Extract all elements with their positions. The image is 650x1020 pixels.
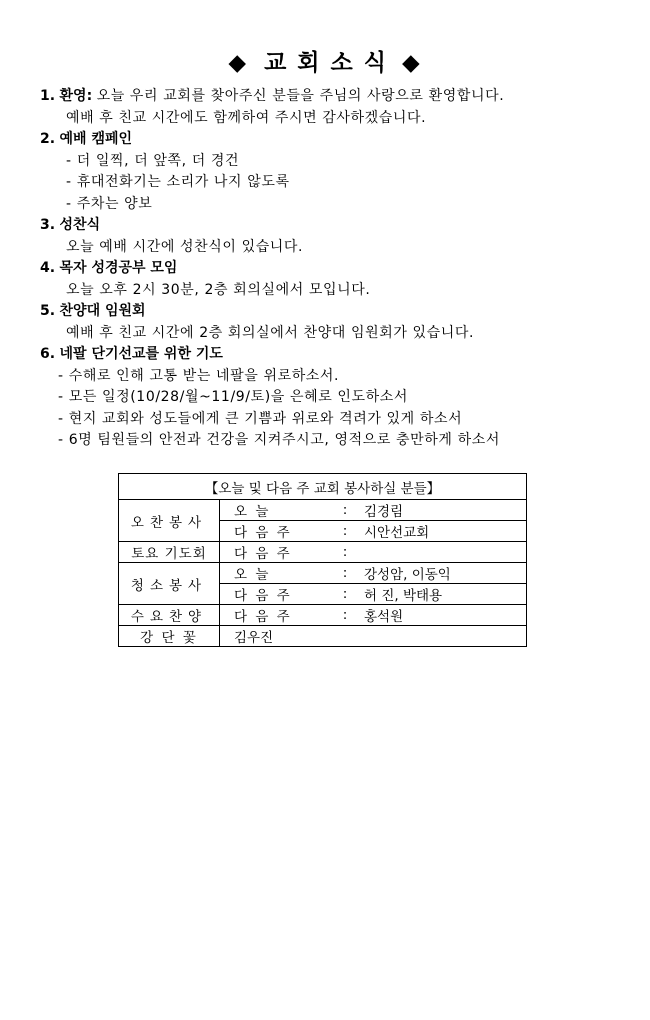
news-item-nepal-prayer: [40, 344, 640, 452]
news-item-title: 찬양대 임원회: [59, 303, 146, 319]
page-title: [0, 44, 650, 77]
service-table: [118, 473, 527, 647]
colon: :: [330, 521, 360, 542]
names-lunch-next: 시안선교회: [360, 521, 527, 542]
role-cleaning: 청소봉사: [119, 563, 220, 605]
colon: :: [330, 500, 360, 521]
colon: :: [330, 584, 360, 605]
table-row: [119, 500, 527, 521]
news-item-title: 환영:: [59, 88, 93, 104]
news-item-line: - 더 일찍, 더 앞쪽, 더 경건: [66, 152, 240, 169]
when-next-week: 다 음 주: [220, 521, 331, 542]
names-cleaning-next: 허 진, 박태용: [360, 584, 527, 605]
when-today: 오 늘: [220, 500, 331, 521]
role-saturday-prayer: 토요 기도회: [119, 542, 220, 563]
names-wednesday-next: 홍석원: [360, 605, 527, 626]
news-item-campaign: [40, 129, 640, 215]
colon: :: [330, 605, 360, 626]
news-item-line: 예배 후 친교 시간에도 함께하여 주시면 감사하겠습니다.: [66, 109, 427, 126]
table-row: [119, 605, 527, 626]
names-cleaning-today: 강성암, 이동익: [360, 563, 527, 584]
names-lunch-today: 김경림: [360, 500, 527, 521]
news-item-bible-study: [40, 258, 640, 301]
news-item-welcome: [40, 86, 640, 129]
news-item-line: - 현지 교회와 성도들에게 큰 기쁨과 위로와 격려가 있게 하소서: [58, 410, 463, 427]
role-lunch: 오찬봉사: [119, 500, 220, 542]
news-item-line: - 수해로 인해 고통 받는 네팔을 위로하소서.: [58, 367, 340, 384]
names-pulpit-flowers: 김우진: [220, 626, 527, 647]
news-item-line: - 모든 일정(10/28/월~11/9/토)을 은혜로 인도하소서: [58, 389, 408, 405]
diamond-right-icon: ◆: [401, 50, 422, 76]
colon: :: [330, 542, 360, 563]
news-item-communion: [40, 215, 640, 258]
news-list: [40, 86, 640, 452]
news-item-line: - 6명 팀원들의 안전과 건강을 지켜주시고, 영적으로 충만하게 하소서: [58, 432, 500, 448]
news-item-number: 1.: [40, 88, 56, 104]
news-item-number: 4.: [40, 260, 56, 276]
when-next-week: 다 음 주: [220, 605, 331, 626]
when-next-week: 다 음 주: [220, 584, 331, 605]
role-wednesday-praise: 수요찬양: [119, 605, 220, 626]
news-item-title: 네팔 단기선교를 위한 기도: [59, 346, 223, 362]
news-item-number: 5.: [40, 303, 56, 319]
news-item-title: 예배 캠페인: [59, 131, 133, 147]
table-row: [119, 626, 527, 647]
news-item-line: - 주차는 양보: [66, 195, 153, 212]
news-item-choir-meeting: [40, 301, 640, 344]
service-table-header: 【오늘 및 다음 주 교회 봉사하실 분들】: [119, 474, 527, 500]
service-table-header-row: [119, 474, 527, 500]
news-item-title: 목자 성경공부 모임: [59, 260, 178, 276]
colon: :: [330, 563, 360, 584]
table-row: [119, 563, 527, 584]
names-saturday-next: [360, 542, 527, 563]
news-item-line: - 휴대전화기는 소리가 나지 않도록: [66, 174, 290, 190]
news-item-desc: 오늘 우리 교회를 찾아주신 분들을 주님의 사랑으로 환영합니다.: [96, 88, 505, 104]
diamond-left-icon: ◆: [228, 50, 249, 76]
when-today: 오 늘: [220, 563, 331, 584]
news-item-line: 오늘 오후 2시 30분, 2층 회의실에서 모입니다.: [66, 281, 371, 298]
news-item-line: 오늘 예배 시간에 성찬식이 있습니다.: [66, 238, 304, 255]
role-pulpit-flowers: 강 단 꽃: [119, 626, 220, 647]
page-title-text: 교회소식: [264, 50, 397, 76]
news-item-number: 2.: [40, 131, 56, 147]
news-item-number: 6.: [40, 346, 56, 362]
news-item-title: 성찬식: [59, 217, 101, 233]
when-next-week: 다 음 주: [220, 542, 331, 563]
news-item-number: 3.: [40, 217, 56, 233]
news-item-line: 예배 후 친교 시간에 2층 회의실에서 찬양대 임원회가 있습니다.: [66, 324, 475, 341]
table-row: [119, 542, 527, 563]
